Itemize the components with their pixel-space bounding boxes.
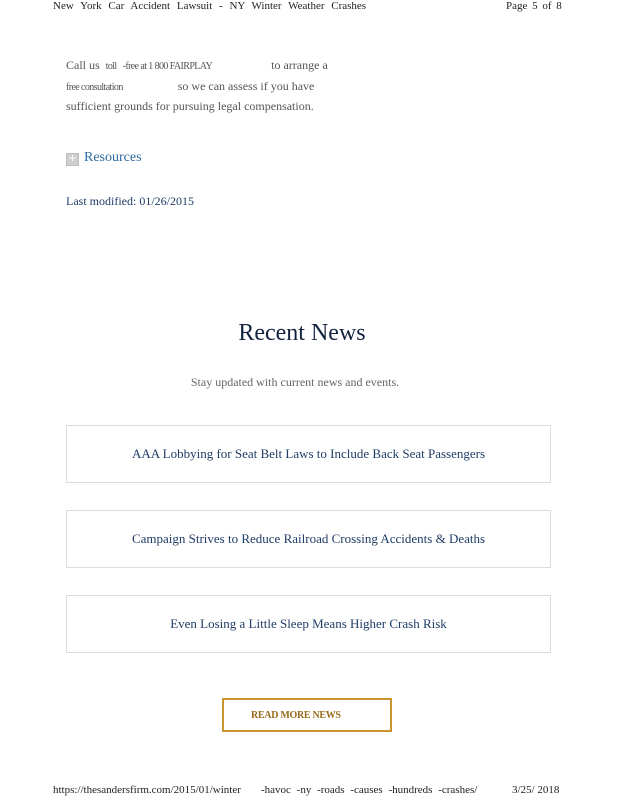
cta-rest: so we can assess if you have sufficient grounds for pursuing legal compensation. xyxy=(66,78,315,113)
plus-box-icon: + xyxy=(66,153,79,166)
cta-arrange: to arrange a xyxy=(271,58,328,72)
resources-label: Resources xyxy=(84,150,142,165)
print-footer-url-continued: -havoc -ny -roads -causes -hundreds -crashes/ xyxy=(261,784,478,796)
cta-toll: toll xyxy=(105,61,117,72)
print-page-indicator: Page 5 of 8 xyxy=(506,0,562,12)
free-consultation-link[interactable]: free consultation xyxy=(66,81,123,93)
news-card-link[interactable]: AAA Lobbying for Seat Belt Laws to Include Back Seat Passengers xyxy=(66,425,551,483)
news-card-link[interactable]: Campaign Strives to Reduce Railroad Crossing Accidents & Deaths xyxy=(66,510,551,568)
read-more-news-button[interactable]: READ MORE NEWS xyxy=(222,698,392,732)
call-to-action-paragraph xyxy=(66,56,356,116)
print-footer-url: https://thesandersfirm.com/2015/01/winter xyxy=(53,784,241,796)
recent-news-title: Recent News xyxy=(238,320,366,346)
recent-news-subtitle: Stay updated with current news and events. xyxy=(190,375,400,389)
resources-toggle[interactable] xyxy=(66,150,142,166)
news-card-link[interactable]: Even Losing a Little Sleep Means Higher Crash Risk xyxy=(66,595,551,653)
cta-lead: Call us xyxy=(66,58,100,72)
last-modified: Last modified: 01/26/2015 xyxy=(66,194,194,208)
cta-phone-link[interactable]: -free at 1 800 FAIRPLAY xyxy=(122,61,213,72)
print-header-title: New York Car Accident Lawsuit - NY Winter Weather Crashes xyxy=(53,0,367,12)
print-footer-date: 3/25/ 2018 xyxy=(512,784,560,796)
